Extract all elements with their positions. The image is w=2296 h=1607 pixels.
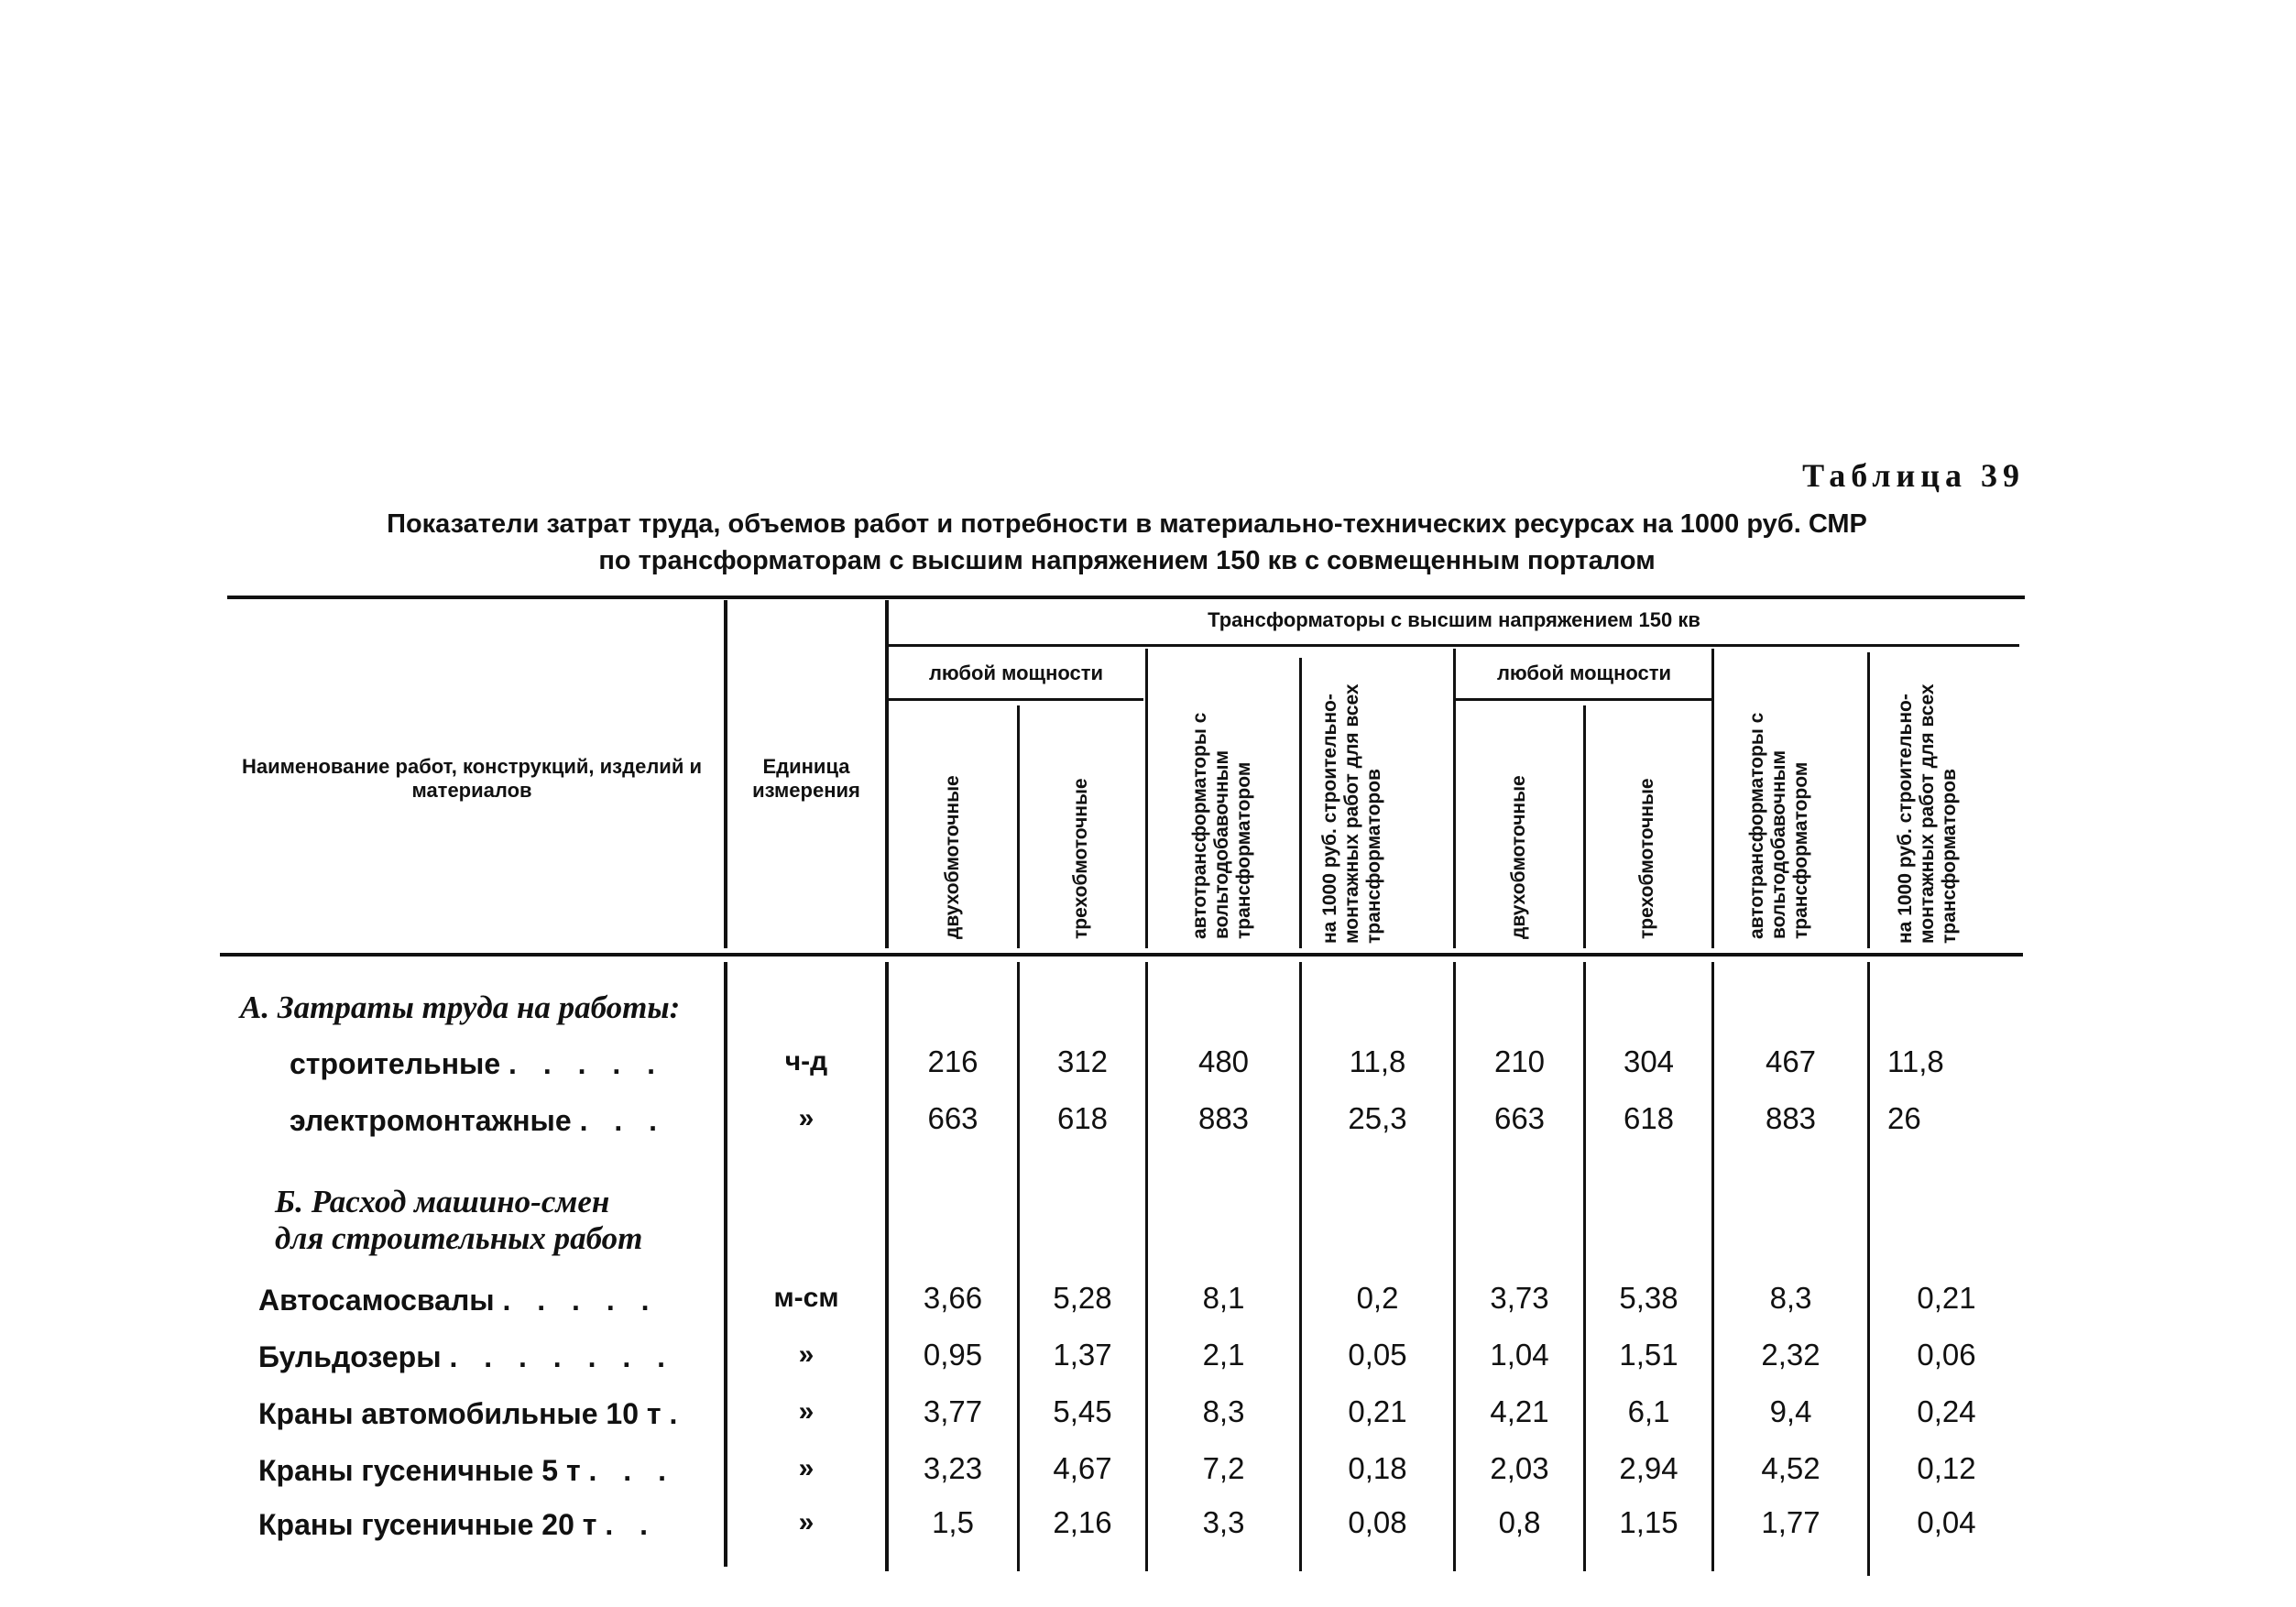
table-cell: 0,21 [1348, 1394, 1407, 1428]
section-b-title [275, 1184, 642, 1257]
table-cell: 210 [1493, 1044, 1546, 1078]
row-name [290, 1103, 666, 1138]
table-cell: 0,12 [1917, 1451, 1976, 1485]
table-cell: 2,16 [1053, 1505, 1112, 1539]
row-name-text: строительные [290, 1047, 501, 1080]
table-number: Таблица 39 [1802, 457, 2025, 494]
header-col-5: двухобмоточные [1508, 775, 1529, 939]
table-cell: 3,23 [923, 1451, 983, 1485]
table-cell: 1,04 [1490, 1338, 1549, 1372]
header-divider [1145, 649, 1148, 948]
table-cell: 467 [1765, 1044, 1817, 1078]
header-divider [1583, 705, 1586, 948]
table-cell: 0,95 [923, 1338, 983, 1372]
header-bottom-rule [220, 953, 2023, 957]
row-unit: » [798, 1453, 815, 1483]
table-cell: 8,1 [1202, 1281, 1245, 1315]
header-divider [1867, 652, 1870, 948]
header-divider [1017, 705, 1020, 948]
row-unit: » [798, 1507, 815, 1537]
subgroup-1-rule [887, 698, 1143, 701]
table-cell: 3,3 [1202, 1505, 1245, 1539]
header-work-name: Наименование работ, конструкций, изделий и материалов [242, 755, 702, 802]
table-cell: 0,21 [1917, 1281, 1976, 1315]
header-col-3-text: автотрансформаторы с вольтодобавочным трансформатором [1189, 712, 1254, 939]
group-title-rule [887, 644, 2019, 647]
table-cell: 312 [1056, 1044, 1109, 1078]
table-cell: 8,3 [1769, 1281, 1812, 1315]
table-cell: 618 [1623, 1101, 1675, 1135]
table-cell: 0,8 [1498, 1505, 1541, 1539]
body-divider [724, 962, 727, 1567]
caption-line-1: Показатели затрат труда, объемов работ и потребности в материально-технических ресурсах на 1000 руб. СМР [387, 509, 1867, 539]
row-unit: » [798, 1339, 815, 1370]
header-col-1: двухобмоточные [942, 775, 963, 939]
header-col-7-text: автотрансформаторы с вольтодобавочным трансформатором [1746, 712, 1811, 939]
row-unit: м-см [773, 1283, 839, 1313]
table-cell: 0,18 [1348, 1451, 1407, 1485]
table-top-rule [227, 596, 2025, 599]
table-cell: 663 [1493, 1101, 1546, 1135]
header-col-8-text: на 1000 руб. строительно-монтажных работ для всех трансформаторов [1895, 683, 1960, 944]
row-unit: ч-д [784, 1046, 828, 1077]
table-cell: 0,24 [1917, 1394, 1976, 1428]
header-subgroup-1: любой мощности [928, 661, 1104, 684]
table-cell: 5,45 [1053, 1394, 1112, 1428]
leader-dots: . . . . . . . [449, 1340, 675, 1373]
header-divider [724, 600, 727, 948]
row-name [290, 1046, 664, 1081]
row-name [258, 1339, 674, 1374]
table-cell: 883 [1765, 1101, 1817, 1135]
table-caption [229, 506, 2025, 579]
header-group-title: Трансформаторы с высшим напряжением 150 кв [1208, 608, 1700, 631]
header-col-3 [1189, 673, 1255, 939]
row-unit: » [798, 1396, 815, 1427]
row-name-text: Краны автомобильные 10 т [258, 1397, 661, 1430]
table-cell: 8,3 [1202, 1394, 1245, 1428]
header-divider [885, 600, 889, 948]
row-unit: » [798, 1103, 815, 1133]
leader-dots: . . . . . [508, 1047, 665, 1080]
table-cell: 0,06 [1917, 1338, 1976, 1372]
header-divider [1453, 649, 1456, 948]
table-cell: 2,94 [1619, 1451, 1678, 1485]
row-name-text: электромонтажные [290, 1104, 572, 1137]
row-name-text: Краны гусеничные 20 т [258, 1508, 597, 1541]
table-cell: 4,67 [1053, 1451, 1112, 1485]
table-cell: 663 [927, 1101, 979, 1135]
header-col-4 [1319, 669, 1385, 944]
header-col-4-text: на 1000 руб. строительно-монтажных работ для всех трансформаторов [1319, 683, 1384, 944]
leader-dots: . . [605, 1508, 657, 1541]
header-col-2: трехобмоточные [1070, 778, 1091, 939]
row-name [258, 1507, 657, 1542]
header-unit: Единица измерения [752, 755, 860, 802]
subgroup-2-rule [1455, 698, 1711, 701]
leader-dots: . . . [588, 1454, 675, 1487]
row-name-text: Краны гусеничные 5 т [258, 1454, 581, 1487]
table-cell: 1,15 [1619, 1505, 1678, 1539]
row-name [258, 1396, 686, 1431]
table-cell: 4,52 [1761, 1451, 1820, 1485]
header-subgroup-2: любой мощности [1496, 661, 1672, 684]
table-cell: 1,77 [1761, 1505, 1820, 1539]
table-cell: 480 [1197, 1044, 1250, 1078]
table-cell: 2,03 [1490, 1451, 1549, 1485]
table-cell: 3,73 [1490, 1281, 1549, 1315]
table-cell: 3,77 [923, 1394, 983, 1428]
section-b-title-line-1: Б. Расход машино-смен [275, 1184, 610, 1219]
caption-line-2: по трансформаторам с высшим напряжением 150 кв с совмещенным порталом [598, 546, 1656, 575]
table-cell: 0,04 [1917, 1505, 1976, 1539]
table-cell: 5,28 [1053, 1281, 1112, 1315]
table-cell: 25,3 [1348, 1101, 1407, 1135]
table-cell: 5,38 [1619, 1281, 1678, 1315]
leader-dots: . . . [579, 1104, 667, 1137]
table-cell: 1,5 [932, 1505, 974, 1539]
section-b-title-line-2: для строительных работ [275, 1220, 643, 1256]
leader-dots: . . . . . [502, 1284, 659, 1317]
table-cell: 1,37 [1053, 1338, 1112, 1372]
table-cell: 6,1 [1627, 1394, 1670, 1428]
table-cell: 0,05 [1348, 1338, 1407, 1372]
table-cell: 26 [1887, 1101, 1921, 1135]
row-name-text: Бульдозеры [258, 1340, 442, 1373]
table-cell: 2,32 [1761, 1338, 1820, 1372]
table-cell: 11,8 [1349, 1044, 1406, 1078]
header-col-7 [1746, 673, 1812, 939]
table-cell: 883 [1197, 1101, 1250, 1135]
table-cell: 11,8 [1887, 1044, 1944, 1078]
table-cell: 3,66 [923, 1281, 983, 1315]
header-col-6: трехобмоточные [1636, 778, 1657, 939]
table-cell: 4,21 [1490, 1394, 1549, 1428]
header-col-8 [1895, 669, 1961, 944]
leader-dots: . [669, 1397, 687, 1430]
row-name [258, 1283, 659, 1317]
row-name [258, 1453, 675, 1488]
table-cell: 9,4 [1769, 1394, 1812, 1428]
header-divider [1299, 658, 1302, 948]
table-cell: 216 [927, 1044, 979, 1078]
row-name-text: Автосамосвалы [258, 1284, 495, 1317]
table-cell: 1,51 [1619, 1338, 1678, 1372]
table-cell: 304 [1623, 1044, 1675, 1078]
table-cell: 7,2 [1202, 1451, 1245, 1485]
header-divider [1711, 649, 1714, 948]
table-cell: 618 [1056, 1101, 1109, 1135]
section-a-title: А. Затраты труда на работы: [240, 989, 681, 1025]
table-cell: 0,2 [1356, 1281, 1399, 1315]
table-cell: 0,08 [1348, 1505, 1407, 1539]
table-cell: 2,1 [1202, 1338, 1245, 1372]
